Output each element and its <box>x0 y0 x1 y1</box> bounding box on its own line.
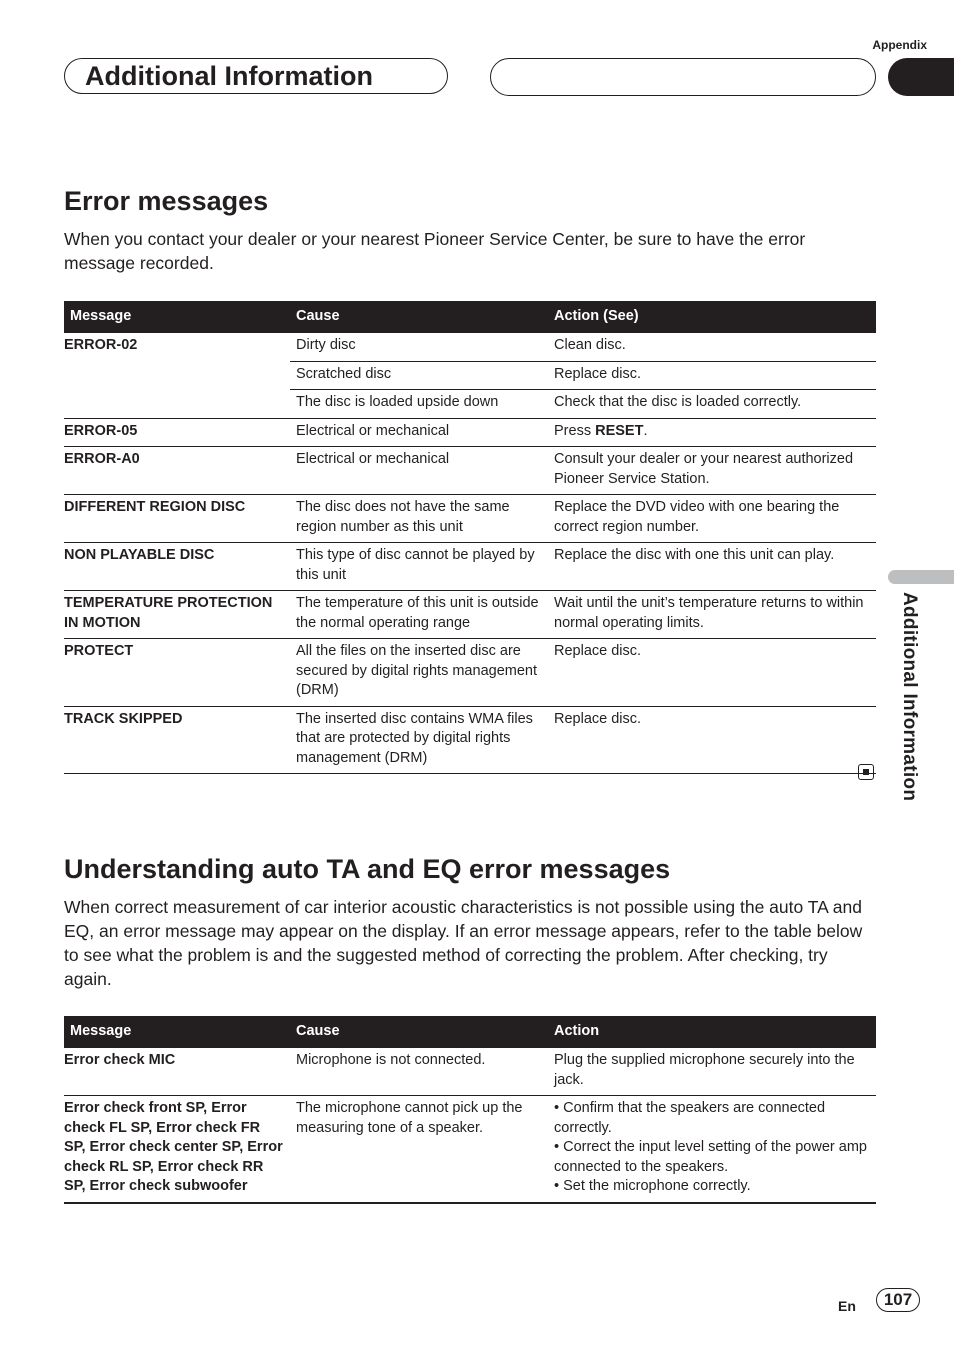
message-cell: DIFFERENT REGION DISC <box>64 495 290 543</box>
table-row <box>64 706 876 774</box>
cause-cell: Microphone is not connected. <box>290 1048 548 1096</box>
action-cell: Consult your dealer or your nearest authorized Pioneer Service Station. <box>548 447 876 495</box>
table-row <box>64 1048 876 1096</box>
action-cell: Replace disc. <box>548 639 876 707</box>
end-of-section-icon <box>858 764 874 780</box>
message-cell <box>64 390 290 419</box>
message-cell: TRACK SKIPPED <box>64 706 290 774</box>
message-cell: Error check MIC <box>64 1048 290 1096</box>
message-cell: PROTECT <box>64 639 290 707</box>
chapter-tab-marker <box>888 58 954 96</box>
action-cell: Wait until the unit’s temperature returns to within normal operating limits. <box>548 591 876 639</box>
empty-header-pill <box>490 58 876 96</box>
action-text: . <box>643 422 648 439</box>
cause-cell: The temperature of this unit is outside the normal operating range <box>290 591 548 639</box>
separator: , <box>148 1119 157 1136</box>
table-row <box>64 333 876 361</box>
table-row <box>64 1096 876 1203</box>
separator: , <box>149 1158 158 1175</box>
separator: , <box>81 1139 90 1155</box>
table-header-row <box>64 1016 876 1048</box>
action-cell: Plug the supplied microphone securely into the jack. <box>548 1048 876 1096</box>
action-cell: Replace disc. <box>548 361 876 390</box>
table-row <box>64 543 876 591</box>
cause-cell: This type of disc cannot be played by this unit <box>290 543 548 591</box>
auto-ta-eq-table <box>64 1016 876 1204</box>
cause-cell: The microphone cannot pick up the measuring tone of a speaker. <box>290 1096 548 1203</box>
error-message: Error check RR SP <box>64 1158 264 1194</box>
error-messages-intro: When you contact your dealer or your nearest Pioneer Service Center, be sure to have the error message recorded. <box>64 229 806 273</box>
error-message: Error check FL SP <box>64 1100 247 1136</box>
table-row <box>64 361 876 390</box>
table-header-row <box>64 301 876 333</box>
action-bullet: • Set the microphone correctly. <box>554 1178 751 1194</box>
error-message: Error check RL SP <box>64 1139 283 1175</box>
action-cell: Replace the disc with one this unit can play. <box>548 543 876 591</box>
error-message: Error check center SP <box>89 1139 240 1155</box>
separator: , <box>239 1139 248 1155</box>
table-row <box>64 390 876 419</box>
table-row <box>64 591 876 639</box>
error-message: Error check subwoofer <box>89 1178 248 1194</box>
action-text: Press <box>554 422 596 439</box>
table-row <box>64 495 876 543</box>
action-cell <box>548 1096 876 1203</box>
column-header-action: Action <box>548 1016 876 1048</box>
side-section-label: Additional Information <box>899 592 920 802</box>
message-cell: TEMPERATURE PROTECTION IN MOTION <box>64 591 290 639</box>
message-cell: NON PLAYABLE DISC <box>64 543 290 591</box>
column-header-message: Message <box>64 301 290 333</box>
page-number: 107 <box>876 1288 920 1312</box>
auto-ta-eq-intro: When correct measurement of car interior acoustic characteristics is not possible using the auto TA and EQ, an error message may appear on the display. If an error message appears, refer to the table below to see what the problem is and the suggested method of correcting the problem. After checking, try again. <box>64 897 863 989</box>
table-row <box>64 447 876 495</box>
section-header-title: Additional Information <box>85 60 373 91</box>
reset-button-label: RESET <box>595 422 644 439</box>
language-code: En <box>838 1298 856 1314</box>
action-cell: Check that the disc is loaded correctly. <box>548 390 876 419</box>
appendix-label: Appendix <box>872 38 927 52</box>
column-header-cause: Cause <box>290 1016 548 1048</box>
action-cell <box>548 418 876 447</box>
message-cell: ERROR-05 <box>64 418 290 447</box>
message-cell: ERROR-02 <box>64 337 138 353</box>
cause-cell: All the files on the inserted disc are secured by digital rights management (DRM) <box>290 639 548 707</box>
cause-cell: Dirty disc <box>290 333 548 361</box>
cause-cell: The disc is loaded upside down <box>290 390 548 419</box>
error-message: Error check FR SP <box>64 1119 261 1155</box>
table-row <box>64 418 876 447</box>
column-header-cause: Cause <box>290 301 548 333</box>
action-cell: Replace disc. <box>548 706 876 774</box>
auto-ta-eq-heading: Understanding auto TA and EQ error messages <box>64 854 671 884</box>
table-row <box>64 639 876 707</box>
cause-cell: Electrical or mechanical <box>290 418 548 447</box>
cause-cell: The inserted disc contains WMA files that are protected by digital rights management (DRM) <box>290 706 548 774</box>
section-header-pill <box>64 58 448 94</box>
side-tab-marker <box>888 570 954 584</box>
cause-cell: Electrical or mechanical <box>290 447 548 495</box>
action-bullet: • Confirm that the speakers are connected correctly. <box>554 1100 826 1136</box>
action-cell: Replace the DVD video with one bearing the correct region number. <box>548 495 876 543</box>
error-messages-table <box>64 301 876 774</box>
message-cell <box>64 361 290 390</box>
separator: , <box>81 1178 90 1194</box>
separator: , <box>203 1100 212 1116</box>
action-cell: Clean disc. <box>548 333 876 361</box>
error-message: Error check front SP <box>64 1100 204 1116</box>
cause-cell: Scratched disc <box>290 361 548 390</box>
error-messages-heading: Error messages <box>64 186 269 216</box>
column-header-message: Message <box>64 1016 290 1048</box>
cause-cell: The disc does not have the same region number as this unit <box>290 495 548 543</box>
column-header-action: Action (See) <box>548 301 876 333</box>
message-cell: ERROR-A0 <box>64 447 290 495</box>
action-bullet: • Correct the input level setting of the power amp connected to the speakers. <box>554 1139 867 1175</box>
message-cell <box>64 1096 290 1203</box>
